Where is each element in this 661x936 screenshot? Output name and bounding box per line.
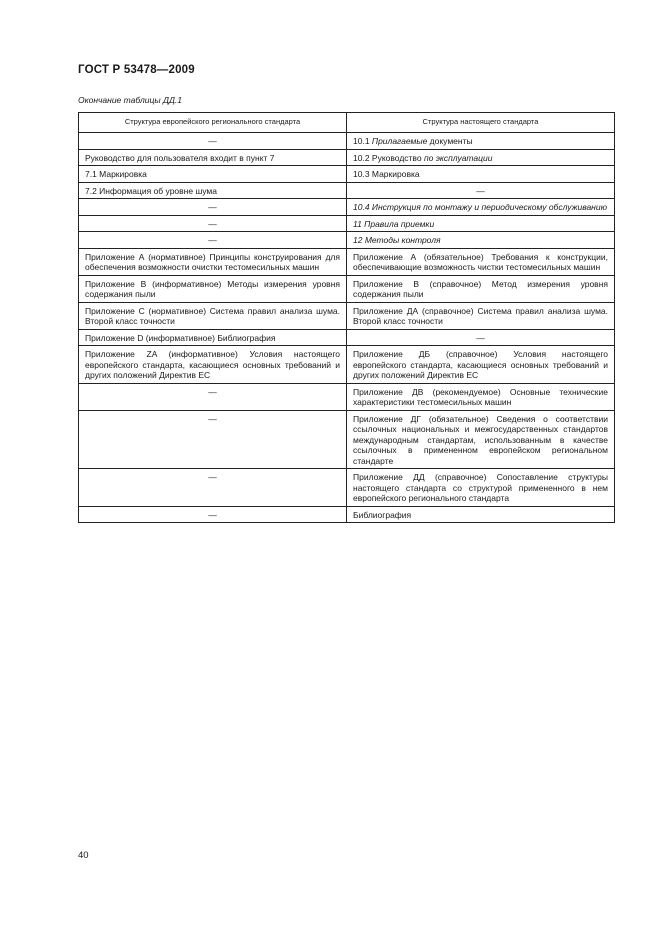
table-cell-right — [347, 149, 615, 166]
page-number: 40 — [78, 850, 89, 861]
table-cell-right — [347, 133, 615, 150]
table-cell-left: — — [79, 232, 347, 249]
comparison-table — [78, 112, 615, 523]
cell-text-italic: Прилагаемые — [371, 136, 428, 146]
table-row — [79, 166, 615, 183]
table-cell-right: 11 Правила приемки — [347, 215, 615, 232]
document-header: ГОСТ Р 53478—2009 — [78, 64, 195, 76]
table-row — [79, 149, 615, 166]
table-cell-right: 10.4 Инструкция по монтажу и периодическому обслуживанию — [347, 199, 615, 216]
table-row — [79, 232, 615, 249]
table-cell-left: Приложение ZA (информативное) Условия настоящего европейского стандарта, касающиеся основных требований и других положений Директив ЕС — [79, 346, 347, 384]
table-cell-right: 10.3 Маркировка — [347, 166, 615, 183]
table-cell-right: — — [347, 329, 615, 346]
cell-text-italic: по эксплуатации — [423, 152, 493, 163]
cell-text: документы — [427, 136, 473, 146]
table-cell-left: — — [79, 199, 347, 216]
table-row — [79, 410, 615, 469]
cell-text: 10.1 — [353, 136, 372, 146]
table-cell-left: Приложение D (информативное) Библиография — [79, 329, 347, 346]
table-cell-right: 12 Методы контроля — [347, 232, 615, 249]
table-cell-left: 7.2 Информация об уровне шума — [79, 182, 347, 199]
table-row — [79, 182, 615, 199]
table-cell-right: Приложение ДД (справочное) Сопоставление структуры настоящего стандарта со структурой примененного в нем европейского регионального стандарта — [347, 469, 615, 507]
column-header-european: Структура европейского регионального стандарта — [79, 113, 347, 133]
table-cell-left: — — [79, 215, 347, 232]
table-row — [79, 248, 615, 275]
table-row — [79, 469, 615, 507]
table-cell-right: — — [347, 182, 615, 199]
table-cell-right: Приложение ДА (справочное) Система правил анализа шума. Второй класс точности — [347, 302, 615, 329]
table-cell-right: Библиография — [347, 506, 615, 523]
table-cell-left: Приложение С (нормативное) Система правил анализа шума. Второй класс точности — [79, 302, 347, 329]
table-cell-left: Приложение В (информативное) Методы измерения уровня содержания пыли — [79, 275, 347, 302]
table-cell-left: — — [79, 410, 347, 469]
column-header-national: Структура настоящего стандарта — [347, 113, 615, 133]
table-row — [79, 133, 615, 150]
table-header-row — [79, 113, 615, 133]
table-row — [79, 302, 615, 329]
table-row — [79, 506, 615, 523]
table-cell-left: 7.1 Маркировка — [79, 166, 347, 183]
table-cell-right: Приложение ДВ (рекомендуемое) Основные технические характеристики тестомесильных машин — [347, 383, 615, 410]
table-cell-left: — — [79, 133, 347, 150]
table-cell-left: Руководство для пользователя входит в пункт 7 — [79, 149, 347, 166]
table-cell-left: — — [79, 469, 347, 507]
table-row — [79, 346, 615, 384]
table-cell-right: Приложение А (обязательное) Требования к конструкции, обеспечивающие возможность чистки тестомесильных машин — [347, 248, 615, 275]
table-cell-left: — — [79, 506, 347, 523]
table-cell-left: Приложение А (нормативное) Принципы конструирования для обеспечения возможности очистки тестомесильных машин — [79, 248, 347, 275]
table-row — [79, 383, 615, 410]
table-cell-left: — — [79, 383, 347, 410]
table-cell-right: Приложение ДБ (справочное) Условия настоящего европейского стандарта, касающиеся основных требований и других положений Директив ЕС — [347, 346, 615, 384]
table-row — [79, 329, 615, 346]
table-cell-right: Приложение В (справочное) Метод измерения уровня содержания пыли — [347, 275, 615, 302]
table-cell-right: Приложение ДГ (обязательное) Сведения о соответствии ссылочных национальных и межгосударственных стандартов международным стандартам, использованным в качестве ссылочных в примененном европейском региональном стандарте — [347, 410, 615, 469]
table-row — [79, 215, 615, 232]
table-row — [79, 199, 615, 216]
cell-text: 10.2 Руководство — [353, 152, 424, 163]
table-caption: Окончание таблицы ДД.1 — [78, 95, 183, 105]
table-row — [79, 275, 615, 302]
